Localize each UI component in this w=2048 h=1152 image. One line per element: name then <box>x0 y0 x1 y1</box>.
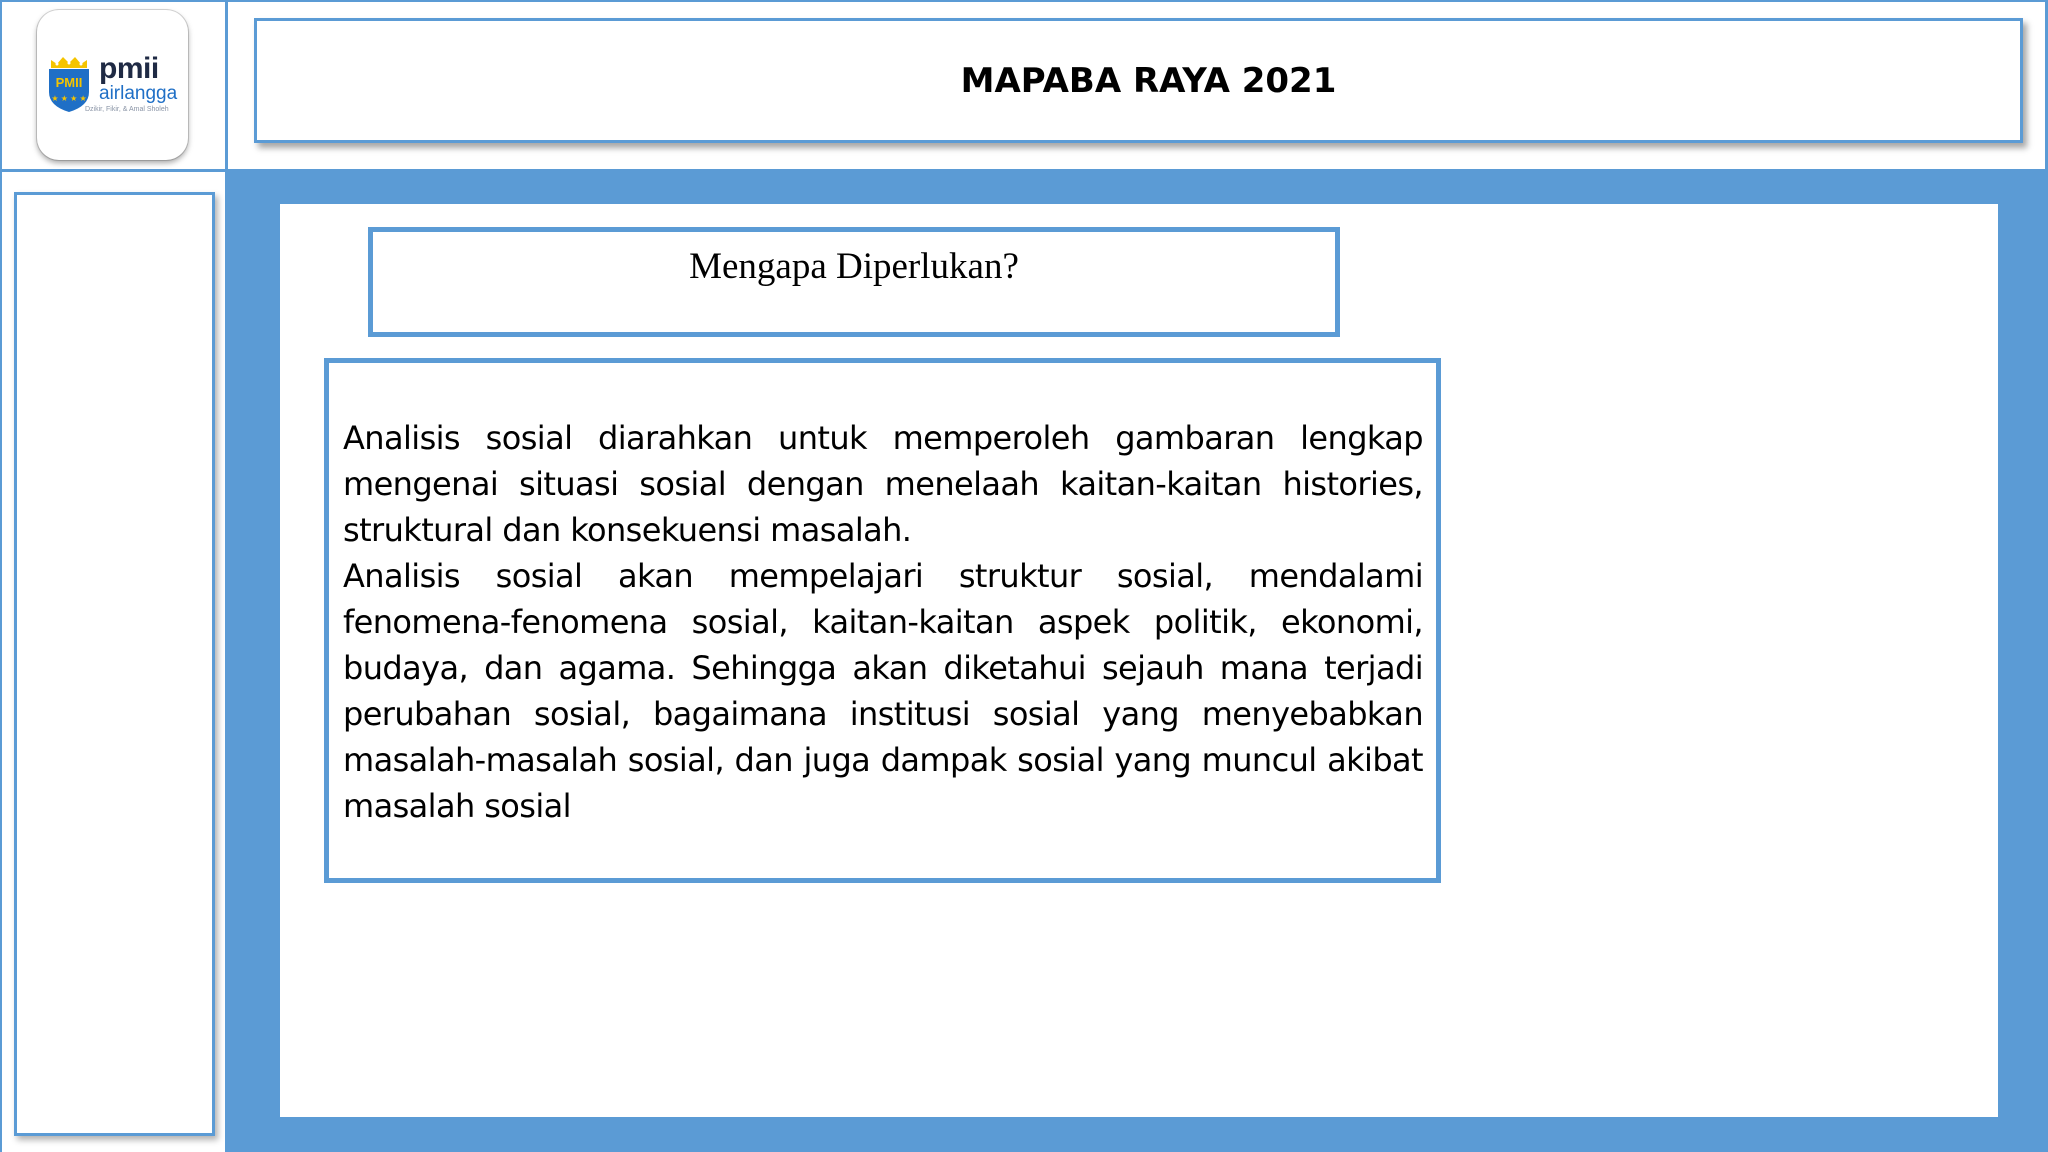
frame-left-line <box>0 0 2 1152</box>
logo-tagline: Dzikir, Fikir, & Amal Sholeh <box>85 106 169 113</box>
main-content-area <box>228 172 2048 1152</box>
shield-lettering: PMII <box>55 75 83 90</box>
question-heading: Mengapa Diperlukan? <box>689 246 1019 287</box>
frame-top-line <box>0 0 2048 2</box>
svg-text:★ ★ ★ ★: ★ ★ ★ ★ <box>51 94 87 103</box>
paragraph-2: Analisis sosial akan mempelajari struktur sosial, mendalami fenomena-fenomena sosial, kaitan-kaitan aspek politik, ekonomi, budaya, dan agama. Sehingga akan diketahui sejauh mana terjadi perubahan sosial, bagaimana institusi sosial yang menyebabkan masalah-masalah sosial, dan juga dampak sosial yang muncul akibat masalah sosial <box>343 557 1423 825</box>
logo-wordmark: pmii <box>99 52 159 85</box>
logo-subword: airlangga <box>99 83 178 104</box>
body-text <box>343 415 1423 829</box>
body-text-box <box>324 358 1441 883</box>
header-title-box <box>254 18 2023 143</box>
question-box <box>368 227 1340 337</box>
logo-tile <box>37 10 188 160</box>
side-panel <box>14 192 215 1136</box>
pmii-shield-icon <box>47 54 91 114</box>
paragraph-1: Analisis sosial diarahkan untuk memperoleh gambaran lengkap mengenai situasi sosial dengan menelaah kaitan-kaitan histories, struktural dan konsekuensi masalah. <box>343 419 1423 549</box>
slide-card <box>280 204 1998 1117</box>
page-title: MAPABA RAYA 2021 <box>960 60 1337 101</box>
